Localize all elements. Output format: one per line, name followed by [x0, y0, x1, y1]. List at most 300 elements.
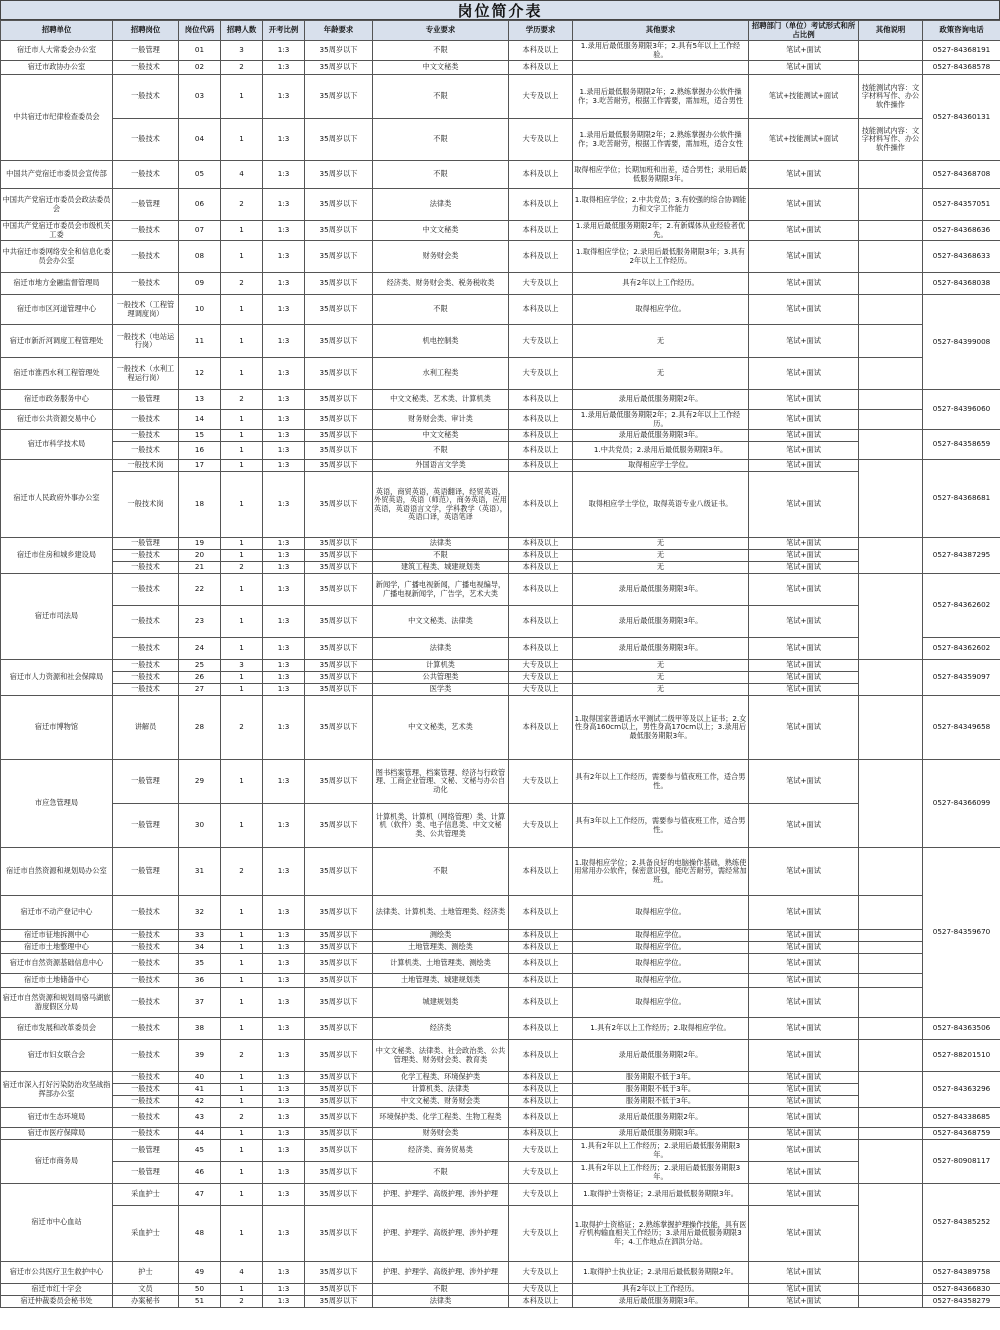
table-cell: 2 [221, 562, 263, 574]
table-cell: 1:3 [263, 189, 305, 221]
table-cell: 笔试+技能测试+面试 [749, 119, 859, 161]
table-cell: 文员 [113, 1284, 179, 1296]
column-header: 其他说明 [859, 21, 923, 41]
table-cell: 本科及以上 [509, 574, 573, 606]
table-cell: 0527-84366099 [923, 760, 1000, 848]
table-cell: 笔试+面试 [749, 930, 859, 942]
table-cell: 41 [179, 1084, 221, 1096]
table-cell: 35周岁以下 [305, 430, 373, 442]
table-cell: 1:3 [263, 221, 305, 241]
table-cell: 宿迁市土地整理中心 [1, 942, 113, 954]
table-cell: 大专及以上 [509, 1262, 573, 1284]
table-cell: 4 [221, 161, 263, 189]
table-cell: 1.取得国家普通话水平测试二级甲等及以上证书；2.女性身高160cm以上，男性身高170cm以上；3.录用后最低服务期限3年。 [573, 696, 749, 760]
table-cell: 0527-88201510 [923, 1040, 1000, 1072]
table-cell [859, 241, 923, 273]
table-cell: 1 [221, 672, 263, 684]
table-cell: 1:3 [263, 988, 305, 1018]
table-cell: 一般技术 [113, 273, 179, 295]
table-cell: 35周岁以下 [305, 460, 373, 472]
table-cell: 笔试+面试 [749, 1284, 859, 1296]
table-cell: 1.取得护士执业证；2.录用后最低服务期限2年。 [573, 1262, 749, 1284]
table-cell: 笔试+面试 [749, 660, 859, 672]
table-cell: 不限 [373, 295, 509, 325]
table-cell: 中文文秘类、法律类、社会政治类、公共管理类、财务财会类、教育类 [373, 1040, 509, 1072]
table-cell: 笔试+面试 [749, 161, 859, 189]
table-cell: 一般技术 [113, 562, 179, 574]
table-cell: 0527-84389758 [923, 1262, 1000, 1284]
table-cell: 不限 [373, 161, 509, 189]
table-cell: 一般技术 [113, 684, 179, 696]
table-cell: 2 [221, 390, 263, 410]
table-cell: 大专及以上 [509, 1284, 573, 1296]
table-cell: 宿迁市市区河道管理中心 [1, 295, 113, 325]
table-cell: 1:3 [263, 410, 305, 430]
table-cell: 0527-84359670 [923, 848, 1000, 1018]
table-cell: 0527-84362602 [923, 574, 1000, 638]
table-cell: 大专及以上 [509, 1140, 573, 1162]
table-row [1, 189, 1000, 221]
table-cell: 宿迁市淮西水利工程管理处 [1, 358, 113, 390]
table-cell: 35周岁以下 [305, 1262, 373, 1284]
table-cell: 1 [221, 1284, 263, 1296]
table-cell: 录用后最低服务期限3年。 [573, 1128, 749, 1140]
table-cell: 1:3 [263, 61, 305, 75]
table-row [1, 75, 1000, 119]
table-cell: 1.中共党员；2.录用后最低服务期限3年。 [573, 442, 749, 460]
table-row [1, 1040, 1000, 1072]
table-cell: 1 [221, 241, 263, 273]
table-cell [859, 61, 923, 75]
table-cell: 笔试+面试 [749, 241, 859, 273]
table-row [1, 804, 1000, 848]
table-cell: 计算机类、计算机（网络管理）类、计算机（软件）类、电子信息类、中文文秘类、公共管理类 [373, 804, 509, 848]
table-row [1, 848, 1000, 896]
table-cell: 1 [221, 442, 263, 460]
table-cell: 1:3 [263, 672, 305, 684]
table-cell: 本科及以上 [509, 410, 573, 430]
table-cell: 取得相应学位。 [573, 295, 749, 325]
table-row [1, 930, 1000, 942]
table-cell: 一般管理 [113, 1140, 179, 1162]
table-cell: 笔试+面试 [749, 942, 859, 954]
table-cell: 0527-84368759 [923, 1128, 1000, 1140]
table-cell: 笔试+面试 [749, 988, 859, 1018]
table-cell: 16 [179, 442, 221, 460]
table-cell: 35周岁以下 [305, 974, 373, 988]
table-cell: 1.取得护士资格证；2.录用后最低服务期限3年。 [573, 1184, 749, 1206]
table-cell: 中文文秘类 [373, 430, 509, 442]
table-cell: 40 [179, 1072, 221, 1084]
table-cell: 取得相应学位。 [573, 988, 749, 1018]
table-cell: 录用后最低服务期限3年。 [573, 606, 749, 638]
table-cell: 法律类 [373, 189, 509, 221]
table-cell: 一般技术 [113, 442, 179, 460]
table-cell: 计算机类 [373, 660, 509, 672]
table-cell: 06 [179, 189, 221, 221]
table-cell: 无 [573, 325, 749, 358]
table-cell: 1:3 [263, 606, 305, 638]
table-cell: 一般技术 [113, 410, 179, 430]
table-cell [859, 189, 923, 221]
table-row [1, 1108, 1000, 1128]
table-cell: 本科及以上 [509, 896, 573, 930]
table-cell: 笔试+技能测试+面试 [749, 75, 859, 119]
table-cell: 48 [179, 1206, 221, 1262]
table-cell: 一般技术 [113, 61, 179, 75]
table-cell: 2 [221, 273, 263, 295]
table-cell: 35周岁以下 [305, 1040, 373, 1072]
table-row [1, 241, 1000, 273]
table-cell: 1:3 [263, 896, 305, 930]
table-cell: 本科及以上 [509, 606, 573, 638]
table-cell: 2 [221, 1108, 263, 1128]
table-cell: 1.取得相应学位；2.录用后最低服务期限3年；3.具有2年以上工作经历。 [573, 241, 749, 273]
table-cell: 35周岁以下 [305, 660, 373, 672]
table-cell: 笔试+面试 [749, 1262, 859, 1284]
table-row [1, 942, 1000, 954]
table-cell: 35周岁以下 [305, 562, 373, 574]
table-cell: 取得相应学士学位，取得英语专业八级证书。 [573, 472, 749, 538]
table-cell: 外国语言文学类 [373, 460, 509, 472]
table-row [1, 1184, 1000, 1206]
table-cell: 本科及以上 [509, 295, 573, 325]
table-cell: 0527-84387295 [923, 538, 1000, 574]
table-cell: 笔试+面试 [749, 804, 859, 848]
table-cell: 一般技术（工程管理调度岗） [113, 295, 179, 325]
table-cell: 1 [221, 295, 263, 325]
table-row [1, 273, 1000, 295]
table-cell: 29 [179, 760, 221, 804]
table-cell: 宿迁市科学技术局 [1, 430, 113, 460]
table-cell [859, 358, 923, 390]
table-cell: 0527-84368633 [923, 241, 1000, 273]
table-cell: 35周岁以下 [305, 390, 373, 410]
table-cell: 09 [179, 273, 221, 295]
table-cell: 宿迁市人大常委会办公室 [1, 41, 113, 61]
table-cell: 笔试+面试 [749, 896, 859, 930]
table-row [1, 1072, 1000, 1084]
table-cell: 0527-84368578 [923, 61, 1000, 75]
table-cell: 45 [179, 1140, 221, 1162]
table-cell: 一般技术 [113, 1018, 179, 1040]
table-row [1, 161, 1000, 189]
table-cell: 一般技术 [113, 550, 179, 562]
table-cell: 35周岁以下 [305, 61, 373, 75]
table-cell: 0527-84338685 [923, 1108, 1000, 1128]
table-cell: 1:3 [263, 273, 305, 295]
table-cell: 1:3 [263, 41, 305, 61]
table-cell: 笔试+面试 [749, 41, 859, 61]
table-cell: 一般技术 [113, 1096, 179, 1108]
table-cell: 1 [221, 954, 263, 974]
table-cell: 录用后最低服务期限2年。 [573, 390, 749, 410]
table-cell: 1 [221, 1128, 263, 1140]
table-cell: 取得相应学位。 [573, 930, 749, 942]
table-cell: 17 [179, 460, 221, 472]
table-cell: 笔试+面试 [749, 562, 859, 574]
table-cell: 宿迁市政协办公室 [1, 61, 113, 75]
table-cell: 宿迁市公共资源交易中心 [1, 410, 113, 430]
table-cell: 中国共产党宿迁市委员会政法委员会 [1, 189, 113, 221]
table-cell: 1:3 [263, 1018, 305, 1040]
table-cell: 13 [179, 390, 221, 410]
table-cell: 一般技术 [113, 221, 179, 241]
table-cell: 中文文秘类 [373, 221, 509, 241]
table-cell: 21 [179, 562, 221, 574]
table-cell: 本科及以上 [509, 189, 573, 221]
table-cell [859, 1284, 923, 1296]
table-cell: 35周岁以下 [305, 161, 373, 189]
table-cell: 1 [221, 684, 263, 696]
table-cell [859, 954, 923, 974]
table-cell: 宿迁市生态环境局 [1, 1108, 113, 1128]
table-row [1, 221, 1000, 241]
table-cell: 宿迁市住房和城乡建设局 [1, 538, 113, 574]
table-cell: 宿迁市发展和改革委员会 [1, 1018, 113, 1040]
table-cell: 一般技术 [113, 638, 179, 660]
table-cell: 大专及以上 [509, 1162, 573, 1184]
table-cell: 中国共产党宿迁市委员会市级机关工委 [1, 221, 113, 241]
table-cell: 不限 [373, 848, 509, 896]
table-cell: 1 [221, 1184, 263, 1206]
table-cell: 1:3 [263, 1072, 305, 1084]
table-cell: 07 [179, 221, 221, 241]
table-cell: 大专及以上 [509, 760, 573, 804]
table-row [1, 684, 1000, 696]
table-header [1, 21, 1000, 41]
table-cell: 取得相应学位。 [573, 896, 749, 930]
table-cell: 宿迁市新沂河调度工程管理处 [1, 325, 113, 358]
table-cell [859, 974, 923, 988]
table-cell: 笔试+面试 [749, 430, 859, 442]
table-cell [859, 660, 923, 696]
table-cell: 35周岁以下 [305, 75, 373, 119]
table-cell: 一般技术（电站运行岗） [113, 325, 179, 358]
table-cell [573, 61, 749, 75]
table-cell: 笔试+面试 [749, 442, 859, 460]
table-cell: 宿迁市商务局 [1, 1140, 113, 1184]
table-cell: 1:3 [263, 1296, 305, 1308]
table-cell: 笔试+面试 [749, 189, 859, 221]
table-cell: 服务期限不低于3年。 [573, 1096, 749, 1108]
table-cell [859, 325, 923, 358]
table-cell: 30 [179, 804, 221, 848]
table-cell: 1:3 [263, 538, 305, 550]
table-cell: 笔试+面试 [749, 1108, 859, 1128]
table-cell: 笔试+面试 [749, 1296, 859, 1308]
table-cell: 1:3 [263, 390, 305, 410]
table-cell: 笔试+面试 [749, 550, 859, 562]
table-cell: 22 [179, 574, 221, 606]
table-cell: 本科及以上 [509, 241, 573, 273]
table-cell: 本科及以上 [509, 538, 573, 550]
table-cell: 35周岁以下 [305, 1128, 373, 1140]
column-header: 专业要求 [373, 21, 509, 41]
table-row [1, 954, 1000, 974]
table-cell: 中文文秘类、艺术类、计算机类 [373, 390, 509, 410]
table-cell: 一般技术 [113, 896, 179, 930]
table-cell [859, 1108, 923, 1128]
table-cell: 一般技术岗 [113, 472, 179, 538]
table-cell: 35周岁以下 [305, 760, 373, 804]
column-header: 招聘单位 [1, 21, 113, 41]
table-cell: 0527-84357051 [923, 189, 1000, 221]
table-cell: 本科及以上 [509, 942, 573, 954]
table-cell: 不限 [373, 550, 509, 562]
table-cell: 50 [179, 1284, 221, 1296]
table-cell: 无 [573, 358, 749, 390]
table-row [1, 1084, 1000, 1096]
table-cell: 1:3 [263, 696, 305, 760]
table-cell: 本科及以上 [509, 696, 573, 760]
table-cell: 1 [221, 119, 263, 161]
table-cell: 护理、护理学、高级护理、涉外护理 [373, 1206, 509, 1262]
table-cell: 公共管理类 [373, 672, 509, 684]
page-title: 岗位简介表 [0, 0, 1000, 20]
table-cell [859, 930, 923, 942]
table-cell: 不限 [373, 119, 509, 161]
table-cell: 35周岁以下 [305, 696, 373, 760]
table-cell: 本科及以上 [509, 974, 573, 988]
table-cell: 具有2年以上工作经历。 [573, 1284, 749, 1296]
table-cell: 财务财会类 [373, 241, 509, 273]
table-cell: 法律类 [373, 638, 509, 660]
column-header: 招聘部门（单位）考试形式和所占比例 [749, 21, 859, 41]
table-cell: 08 [179, 241, 221, 273]
table-cell: 护士 [113, 1262, 179, 1284]
table-cell: 0527-84368681 [923, 460, 1000, 538]
table-cell: 35周岁以下 [305, 1084, 373, 1096]
table-cell: 37 [179, 988, 221, 1018]
table-row [1, 696, 1000, 760]
table-cell: 1 [221, 1084, 263, 1096]
table-cell: 1.录用后最低服务期限2年；2.熟练掌握办公软件操作；3.吃苦耐劳，根据工作需要，需加班，适合女性 [573, 119, 749, 161]
table-cell: 0527-84349658 [923, 696, 1000, 760]
table-cell: 1 [221, 1206, 263, 1262]
table-cell: 一般技术 [113, 161, 179, 189]
table-cell: 1 [221, 1018, 263, 1040]
table-cell: 大专及以上 [509, 672, 573, 684]
table-cell: 35周岁以下 [305, 1140, 373, 1162]
table-cell: 1 [221, 1072, 263, 1084]
table-cell: 0527-84358659 [923, 430, 1000, 460]
table-cell: 笔试+面试 [749, 954, 859, 974]
table-cell: 一般技术 [113, 574, 179, 606]
table-cell: 20 [179, 550, 221, 562]
table-cell: 35周岁以下 [305, 930, 373, 942]
table-cell: 46 [179, 1162, 221, 1184]
table-cell [859, 295, 923, 325]
table-cell: 一般技术 [113, 1108, 179, 1128]
table-cell: 25 [179, 660, 221, 672]
table-cell [859, 988, 923, 1018]
table-cell: 取得相应学位；长期加班和出差，适合男性；录用后最低服务期限3年。 [573, 161, 749, 189]
table-cell: 计算机类、土地管理类、测绘类 [373, 954, 509, 974]
table-cell: 1:3 [263, 684, 305, 696]
table-cell [859, 273, 923, 295]
table-cell: 35周岁以下 [305, 988, 373, 1018]
table-cell: 具有3年以上工作经历，需要参与值夜班工作，适合男性。 [573, 804, 749, 848]
table-cell: 3 [221, 41, 263, 61]
table-cell [859, 430, 923, 460]
table-cell: 0527-84368636 [923, 221, 1000, 241]
table-cell: 35周岁以下 [305, 472, 373, 538]
table-cell: 1:3 [263, 1262, 305, 1284]
table-cell: 具有2年以上工作经历，需要参与值夜班工作，适合男性。 [573, 760, 749, 804]
table-cell: 笔试+面试 [749, 1162, 859, 1184]
table-cell: 1 [221, 638, 263, 660]
table-cell: 本科及以上 [509, 1096, 573, 1108]
table-cell: 1:3 [263, 325, 305, 358]
table-cell: 1:3 [263, 75, 305, 119]
table-cell: 土地管理类、测绘类 [373, 942, 509, 954]
table-cell: 本科及以上 [509, 954, 573, 974]
table-cell: 1:3 [263, 472, 305, 538]
table-cell: 一般技术 [113, 1040, 179, 1072]
table-row [1, 1206, 1000, 1262]
table-cell: 35周岁以下 [305, 119, 373, 161]
table-cell: 录用后最低服务期限3年。 [573, 1296, 749, 1308]
table-cell: 取得相应学位。 [573, 942, 749, 954]
table-cell: 0527-84359097 [923, 660, 1000, 696]
column-header: 其他要求 [573, 21, 749, 41]
table-cell: 化学工程类、环境保护类 [373, 1072, 509, 1084]
table-cell: 0527-84360131 [923, 75, 1000, 161]
table-cell: 宿迁市医疗保障局 [1, 1128, 113, 1140]
table-cell: 1:3 [263, 1084, 305, 1096]
table-row [1, 430, 1000, 442]
table-cell: 23 [179, 606, 221, 638]
table-cell: 护理、护理学、高级护理、涉外护理 [373, 1184, 509, 1206]
table-cell: 1:3 [263, 942, 305, 954]
table-cell: 笔试+面试 [749, 1072, 859, 1084]
table-cell [859, 161, 923, 189]
table-cell: 一般技术 [113, 1072, 179, 1084]
table-cell: 一般技术 [113, 75, 179, 119]
table-cell: 中文文秘类，艺术类 [373, 696, 509, 760]
table-row [1, 1140, 1000, 1162]
table-cell: 笔试+面试 [749, 1128, 859, 1140]
table-cell: 1 [221, 942, 263, 954]
table-cell: 宿迁市自然资源和规划局骆马湖旅游度假区分局 [1, 988, 113, 1018]
table-cell: 1 [221, 760, 263, 804]
table-cell: 1:3 [263, 562, 305, 574]
table-cell: 15 [179, 430, 221, 442]
table-cell: 宿迁仲裁委员会秘书处 [1, 1296, 113, 1308]
table-cell: 土地管理类、城建规划类 [373, 974, 509, 988]
table-cell: 技能测试内容：文字材料写作、办公软件操作 [859, 75, 923, 119]
table-cell: 宿迁市人力资源和社会保障局 [1, 660, 113, 696]
table-cell: 1 [221, 460, 263, 472]
table-cell: 大专及以上 [509, 325, 573, 358]
table-cell: 宿迁市地方金融监督管理局 [1, 273, 113, 295]
table-cell: 35周岁以下 [305, 672, 373, 684]
table-cell: 本科及以上 [509, 1084, 573, 1096]
table-cell: 35 [179, 954, 221, 974]
table-cell: 财务财会类 [373, 1128, 509, 1140]
table-cell: 大专及以上 [509, 273, 573, 295]
table-cell: 1:3 [263, 460, 305, 472]
table-cell: 大专及以上 [509, 119, 573, 161]
table-cell: 1 [221, 1096, 263, 1108]
table-cell: 10 [179, 295, 221, 325]
table-cell: 35周岁以下 [305, 942, 373, 954]
table-cell: 本科及以上 [509, 221, 573, 241]
table-cell: 35周岁以下 [305, 442, 373, 460]
table-cell: 取得相应学士学位。 [573, 460, 749, 472]
table-cell: 35周岁以下 [305, 1096, 373, 1108]
